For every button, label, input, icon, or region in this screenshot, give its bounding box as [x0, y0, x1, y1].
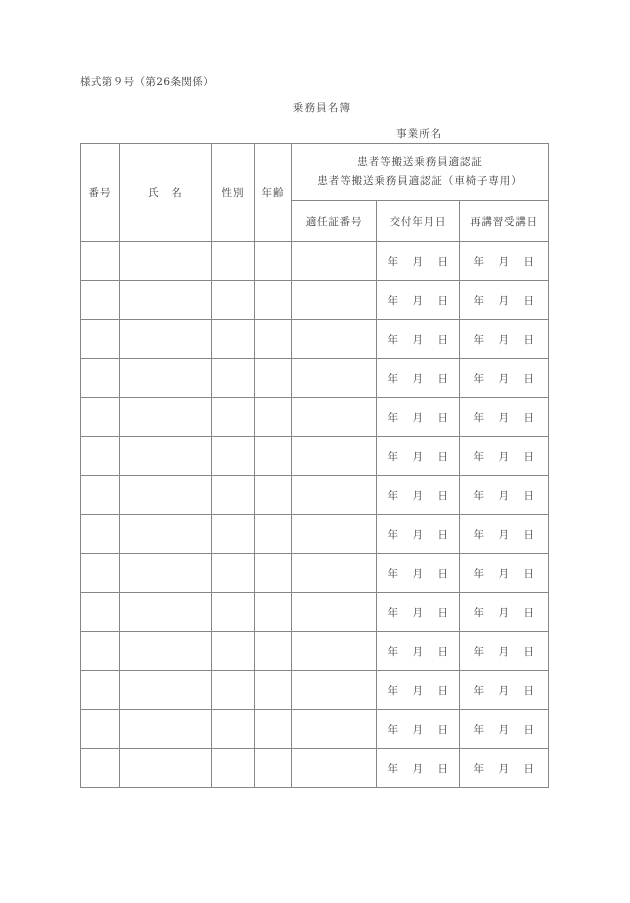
date-part-day: 日 [523, 333, 535, 346]
column-header-sex: 性別 [212, 144, 255, 242]
cell-age[interactable] [255, 437, 292, 476]
cell-age[interactable] [255, 749, 292, 788]
cell-retraining-date[interactable] [460, 749, 549, 788]
column-header-name: 氏 名 [120, 144, 212, 242]
cell-cert-number[interactable] [292, 320, 377, 359]
cell-name[interactable] [120, 281, 212, 320]
cell-sex[interactable] [212, 593, 255, 632]
date-part-day: 日 [437, 411, 449, 424]
date-part-month: 月 [412, 489, 424, 502]
cell-name[interactable] [120, 593, 212, 632]
cell-age[interactable] [255, 398, 292, 437]
column-header-age: 年齢 [255, 144, 292, 242]
cell-number[interactable] [81, 749, 120, 788]
cell-issue-date[interactable] [377, 398, 460, 437]
office-name-field[interactable] [392, 126, 540, 144]
date-part-year: 年 [387, 606, 399, 619]
cell-sex[interactable] [212, 281, 255, 320]
cell-number[interactable] [81, 671, 120, 710]
date-part-month: 月 [412, 528, 424, 541]
cell-issue-date[interactable] [377, 632, 460, 671]
date-part-month: 月 [498, 333, 510, 346]
cell-age[interactable] [255, 632, 292, 671]
cell-cert-number[interactable] [292, 398, 377, 437]
date-part-year: 年 [473, 723, 485, 736]
date-part-year: 年 [387, 411, 399, 424]
date-part-day: 日 [437, 255, 449, 268]
table-row [81, 476, 549, 515]
date-part-year: 年 [473, 333, 485, 346]
page-title-text: 乗務員名簿 [292, 102, 352, 114]
cell-sex[interactable] [212, 320, 255, 359]
date-part-day: 日 [437, 489, 449, 502]
table-row [81, 515, 549, 554]
column-header-issue-date: 交付年月日 [377, 201, 460, 242]
column-header-cert-number: 適任証番号 [292, 201, 377, 242]
certification-group-line-2: 患者等搬送乗務員適認証（車椅子専用） [317, 175, 523, 187]
cell-cert-number[interactable] [292, 515, 377, 554]
date-part-year: 年 [387, 762, 399, 775]
cell-issue-date[interactable] [377, 320, 460, 359]
cell-number[interactable] [81, 437, 120, 476]
table-body [81, 242, 549, 788]
cell-cert-number[interactable] [292, 632, 377, 671]
date-part-day: 日 [523, 528, 535, 541]
cell-name[interactable] [120, 632, 212, 671]
date-part-year: 年 [473, 294, 485, 307]
cell-issue-date[interactable] [377, 593, 460, 632]
cell-retraining-date[interactable] [460, 554, 549, 593]
date-part-month: 月 [412, 294, 424, 307]
date-part-day: 日 [523, 567, 535, 580]
date-part-month: 月 [498, 372, 510, 385]
cell-number[interactable] [81, 632, 120, 671]
cell-sex[interactable] [212, 242, 255, 281]
date-part-day: 日 [437, 606, 449, 619]
date-part-day: 日 [523, 450, 535, 463]
cell-name[interactable] [120, 242, 212, 281]
date-part-year: 年 [473, 372, 485, 385]
date-part-month: 月 [498, 684, 510, 697]
date-part-day: 日 [437, 294, 449, 307]
form-number-label: 様式第９号（第26条関係） [80, 76, 215, 88]
date-part-day: 日 [437, 645, 449, 658]
cell-cert-number[interactable] [292, 281, 377, 320]
cell-sex[interactable] [212, 554, 255, 593]
table-row [81, 554, 549, 593]
column-header-certification-group [292, 144, 549, 201]
cell-issue-date[interactable] [377, 710, 460, 749]
date-part-month: 月 [498, 528, 510, 541]
cell-name[interactable] [120, 671, 212, 710]
cell-issue-date[interactable] [377, 671, 460, 710]
cell-age[interactable] [255, 593, 292, 632]
date-part-month: 月 [412, 567, 424, 580]
cell-retraining-date[interactable] [460, 437, 549, 476]
cell-age[interactable] [255, 554, 292, 593]
date-part-month: 月 [498, 294, 510, 307]
date-part-year: 年 [473, 411, 485, 424]
date-part-day: 日 [437, 333, 449, 346]
cell-issue-date[interactable] [377, 515, 460, 554]
cell-sex[interactable] [212, 476, 255, 515]
date-part-day: 日 [437, 723, 449, 736]
date-part-day: 日 [437, 567, 449, 580]
column-header-retraining-date: 再講習受講日 [460, 201, 549, 242]
table-row [81, 398, 549, 437]
date-part-month: 月 [412, 411, 424, 424]
table-row [81, 242, 549, 281]
cell-sex[interactable] [212, 359, 255, 398]
date-part-month: 月 [498, 489, 510, 502]
table-row [81, 281, 549, 320]
cell-name[interactable] [120, 554, 212, 593]
cell-cert-number[interactable] [292, 476, 377, 515]
date-part-month: 月 [412, 372, 424, 385]
table-row [81, 671, 549, 710]
table-row [81, 593, 549, 632]
date-part-day: 日 [523, 411, 535, 424]
cell-number[interactable] [81, 554, 120, 593]
table-row [81, 749, 549, 788]
cell-retraining-date[interactable] [460, 398, 549, 437]
cell-issue-date[interactable] [377, 476, 460, 515]
cell-retraining-date[interactable] [460, 710, 549, 749]
date-part-day: 日 [523, 489, 535, 502]
date-part-month: 月 [412, 684, 424, 697]
cell-number[interactable] [81, 320, 120, 359]
cell-number[interactable] [81, 281, 120, 320]
cell-cert-number[interactable] [292, 359, 377, 398]
cell-retraining-date[interactable] [460, 476, 549, 515]
table-row [81, 320, 549, 359]
date-part-year: 年 [473, 450, 485, 463]
cell-retraining-date[interactable] [460, 281, 549, 320]
date-part-day: 日 [523, 606, 535, 619]
date-part-year: 年 [387, 333, 399, 346]
cell-retraining-date[interactable] [460, 359, 549, 398]
date-part-year: 年 [473, 528, 485, 541]
date-part-year: 年 [473, 762, 485, 775]
cell-issue-date[interactable] [377, 242, 460, 281]
date-part-month: 月 [498, 645, 510, 658]
cell-retraining-date[interactable] [460, 671, 549, 710]
cell-cert-number[interactable] [292, 242, 377, 281]
cell-sex[interactable] [212, 437, 255, 476]
cell-cert-number[interactable] [292, 710, 377, 749]
cell-retraining-date[interactable] [460, 515, 549, 554]
cell-sex[interactable] [212, 710, 255, 749]
date-part-month: 月 [412, 333, 424, 346]
cell-age[interactable] [255, 710, 292, 749]
cell-age[interactable] [255, 476, 292, 515]
cell-sex[interactable] [212, 671, 255, 710]
table-row [81, 359, 549, 398]
date-part-year: 年 [387, 489, 399, 502]
cell-age[interactable] [255, 515, 292, 554]
certification-group-line-1: 患者等搬送乗務員適認証 [357, 155, 483, 168]
cell-issue-date[interactable] [377, 281, 460, 320]
date-part-month: 月 [498, 723, 510, 736]
date-part-year: 年 [387, 294, 399, 307]
date-part-month: 月 [498, 411, 510, 424]
cell-cert-number[interactable] [292, 671, 377, 710]
cell-issue-date[interactable] [377, 749, 460, 788]
date-part-year: 年 [387, 528, 399, 541]
cell-issue-date[interactable] [377, 437, 460, 476]
date-part-year: 年 [387, 567, 399, 580]
date-part-month: 月 [412, 255, 424, 268]
cell-issue-date[interactable] [377, 359, 460, 398]
cell-name[interactable] [120, 359, 212, 398]
date-part-year: 年 [473, 606, 485, 619]
date-part-month: 月 [498, 450, 510, 463]
date-part-month: 月 [498, 606, 510, 619]
cell-number[interactable] [81, 593, 120, 632]
cell-name[interactable] [120, 710, 212, 749]
cell-retraining-date[interactable] [460, 593, 549, 632]
crew-roster-table [80, 143, 549, 788]
date-part-month: 月 [412, 450, 424, 463]
cell-cert-number[interactable] [292, 749, 377, 788]
date-part-year: 年 [387, 684, 399, 697]
date-part-year: 年 [387, 645, 399, 658]
date-part-day: 日 [437, 450, 449, 463]
table-row [81, 710, 549, 749]
date-part-day: 日 [523, 645, 535, 658]
cell-number[interactable] [81, 515, 120, 554]
table-row [81, 632, 549, 671]
cell-name[interactable] [120, 749, 212, 788]
cell-sex[interactable] [212, 632, 255, 671]
cell-age[interactable] [255, 320, 292, 359]
cell-number[interactable] [81, 359, 120, 398]
date-part-month: 月 [412, 723, 424, 736]
page-title [0, 100, 630, 115]
cell-number[interactable] [81, 398, 120, 437]
date-part-month: 月 [412, 762, 424, 775]
date-part-year: 年 [473, 684, 485, 697]
date-part-month: 月 [412, 645, 424, 658]
date-part-year: 年 [473, 255, 485, 268]
date-part-day: 日 [523, 294, 535, 307]
date-part-day: 日 [523, 255, 535, 268]
cell-age[interactable] [255, 281, 292, 320]
cell-number[interactable] [81, 476, 120, 515]
date-part-day: 日 [523, 762, 535, 775]
date-part-day: 日 [437, 372, 449, 385]
cell-name[interactable] [120, 320, 212, 359]
cell-name[interactable] [120, 398, 212, 437]
date-part-month: 月 [498, 255, 510, 268]
date-part-day: 日 [523, 684, 535, 697]
cell-number[interactable] [81, 710, 120, 749]
cell-retraining-date[interactable] [460, 632, 549, 671]
date-part-day: 日 [523, 372, 535, 385]
table-row [81, 437, 549, 476]
cell-retraining-date[interactable] [460, 320, 549, 359]
cell-age[interactable] [255, 359, 292, 398]
date-part-year: 年 [387, 255, 399, 268]
cell-sex[interactable] [212, 398, 255, 437]
date-part-day: 日 [523, 723, 535, 736]
cell-issue-date[interactable] [377, 554, 460, 593]
column-header-number: 番号 [81, 144, 120, 242]
cell-cert-number[interactable] [292, 554, 377, 593]
date-part-day: 日 [437, 762, 449, 775]
cell-sex[interactable] [212, 515, 255, 554]
date-part-year: 年 [473, 645, 485, 658]
date-part-year: 年 [473, 489, 485, 502]
cell-cert-number[interactable] [292, 593, 377, 632]
cell-number[interactable] [81, 242, 120, 281]
date-part-year: 年 [387, 450, 399, 463]
date-part-year: 年 [387, 372, 399, 385]
date-part-day: 日 [437, 528, 449, 541]
cell-age[interactable] [255, 242, 292, 281]
cell-retraining-date[interactable] [460, 242, 549, 281]
office-name-label: 事業所名 [396, 128, 443, 140]
date-part-year: 年 [387, 723, 399, 736]
table-header [81, 144, 549, 242]
cell-age[interactable] [255, 671, 292, 710]
date-part-month: 月 [498, 567, 510, 580]
date-part-day: 日 [437, 684, 449, 697]
cell-name[interactable] [120, 437, 212, 476]
date-part-year: 年 [473, 567, 485, 580]
cell-name[interactable] [120, 515, 212, 554]
date-part-month: 月 [498, 762, 510, 775]
cell-cert-number[interactable] [292, 437, 377, 476]
cell-name[interactable] [120, 476, 212, 515]
date-part-month: 月 [412, 606, 424, 619]
cell-sex[interactable] [212, 749, 255, 788]
header-row-primary [81, 144, 549, 201]
